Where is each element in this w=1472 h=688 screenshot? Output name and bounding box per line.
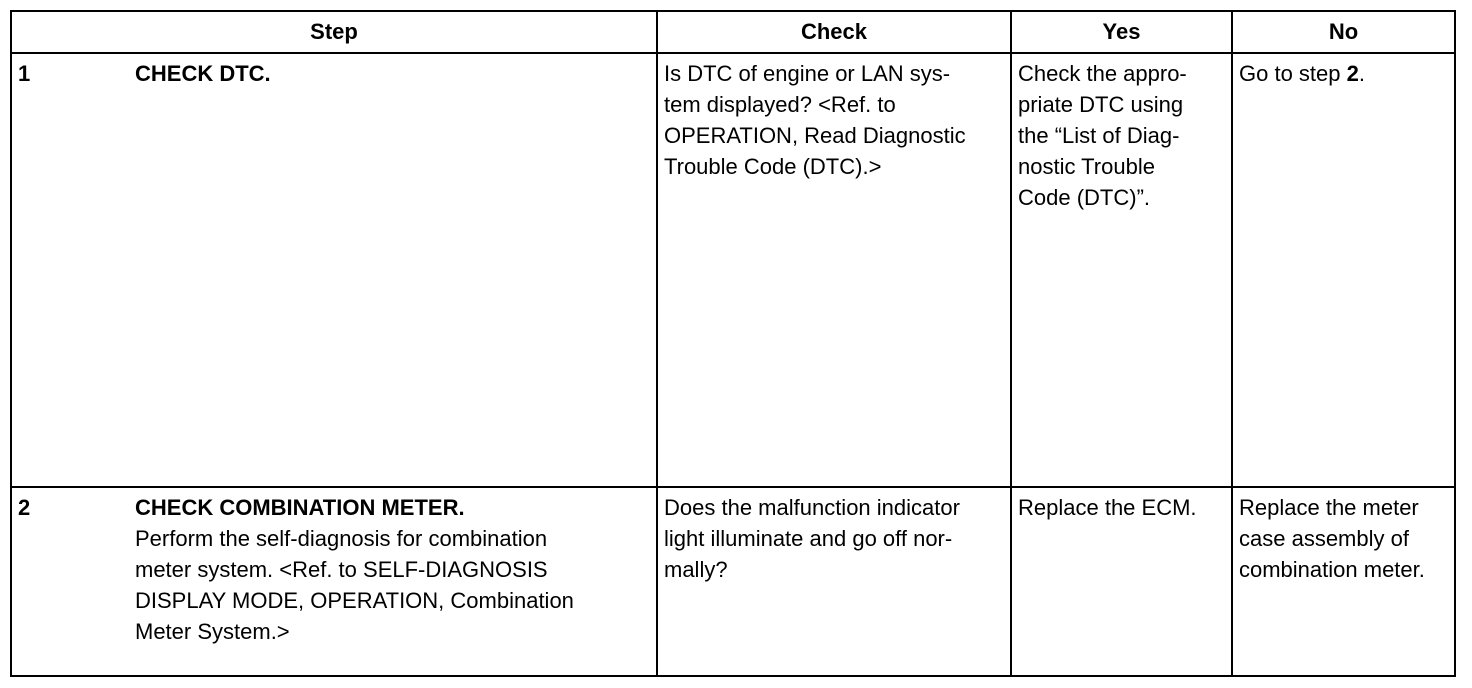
- step-description: Perform the self-diagnosis for combination meter system. <Ref. to SELF-DIAGNOSIS DISPLAY MODE, OPERATION, Combination Meter System.>: [135, 526, 574, 645]
- step-cell: [11, 487, 657, 676]
- no-cell: [1232, 487, 1455, 676]
- step-title: CHECK DTC.: [135, 61, 271, 86]
- step-number: 1: [18, 61, 31, 86]
- yes-text: Replace the ECM.: [1018, 495, 1197, 521]
- header-no: No: [1232, 11, 1455, 53]
- header-check: Check: [657, 11, 1011, 53]
- check-cell: [657, 53, 1011, 487]
- header-row: [11, 11, 1455, 53]
- header-yes: Yes: [1011, 11, 1232, 53]
- check-text: Does the malfunction indicator light illuminate and go off nor- mally?: [664, 495, 960, 583]
- no-suffix: .: [1358, 61, 1365, 86]
- no-text: [1233, 54, 1454, 89]
- header-step: Step: [11, 11, 657, 53]
- no-step-ref: 2: [1346, 61, 1359, 86]
- check-cell: [657, 487, 1011, 676]
- step-title: CHECK COMBINATION METER.: [135, 495, 465, 521]
- yes-cell: [1011, 53, 1232, 487]
- no-prefix: Go to step: [1239, 61, 1347, 86]
- table-row: [11, 53, 1455, 487]
- yes-cell: [1011, 487, 1232, 676]
- diagnostic-table: [10, 10, 1456, 677]
- yes-text: Check the appro- priate DTC using the “List of Diag- nostic Trouble Code (DTC)”.: [1018, 61, 1187, 210]
- check-text: Is DTC of engine or LAN sys- tem displayed? <Ref. to OPERATION, Read Diagnostic Trouble Code (DTC).>: [664, 61, 966, 179]
- no-cell: [1232, 53, 1455, 487]
- no-text: Replace the meter case assembly of combination meter.: [1239, 495, 1425, 583]
- step-cell: [11, 53, 657, 487]
- step-number: 2: [18, 495, 31, 521]
- table-row: [11, 487, 1455, 676]
